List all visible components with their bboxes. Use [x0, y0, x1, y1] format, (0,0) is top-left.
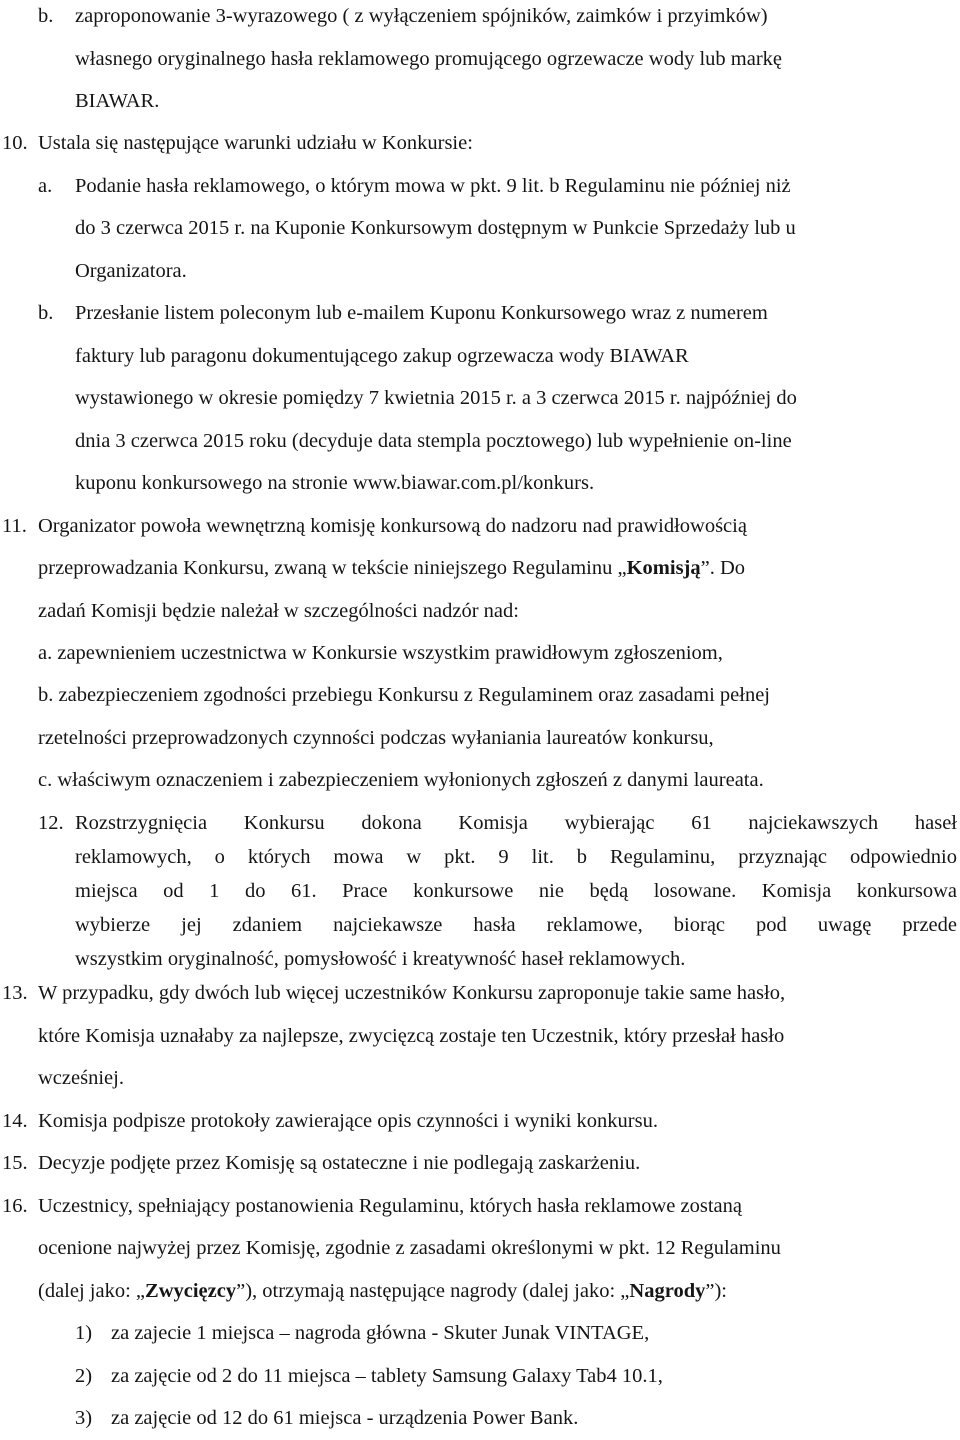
s9b-line-1: zaproponowanie 3-wyrazowego ( z wyłączeniem spójników, zaimków i przyimków)	[75, 5, 768, 27]
section-14-number: 14.	[2, 1110, 28, 1132]
s16-line-3-a: (dalej jako: „	[38, 1280, 146, 1302]
s11-line-3: zadań Komisji będzie należał w szczególności nadzór nad:	[38, 600, 519, 622]
section-10-title: Ustala się następujące warunki udziału w Konkursie:	[38, 132, 473, 154]
s11-item-a: a. zapewnieniem uczestnictwa w Konkursie wszystkim prawidłowym zgłoszeniom,	[38, 642, 723, 664]
s14-text: Komisja podpisze protokoły zawierające opis czynności i wyniki konkursu.	[38, 1110, 658, 1132]
s12-line-2: reklamowych, o których mowa w pkt. 9 lit. b Regulaminu, przyznając odpowiednio	[75, 846, 957, 868]
s11-line-2	[38, 556, 745, 580]
section-11-number: 11.	[2, 515, 27, 537]
term-komisja: Komisją	[626, 557, 701, 579]
section-12-number: 12.	[38, 812, 64, 834]
prize-1-text: za zajecie 1 miejsca – nagroda główna - Skuter Junak VINTAGE,	[111, 1322, 650, 1344]
s11-item-c: c. właściwym oznaczeniem i zabezpieczeniem wyłonionych zgłoszeń z danymi laureata.	[38, 769, 764, 791]
s10a-line-3: Organizatora.	[75, 260, 187, 282]
s16-line-1: Uczestnicy, spełniający postanowienia Regulaminu, których hasła reklamowe zostaną	[38, 1195, 742, 1217]
s12-line-1: Rozstrzygnięcia Konkursu dokona Komisja wybierając 61 najciekawszych haseł	[75, 812, 957, 834]
s13-line-3: wcześniej.	[38, 1067, 124, 1089]
prize-3-number: 3)	[75, 1407, 93, 1429]
s9b-line-2: własnego oryginalnego hasła reklamowego promującego ogrzewacze wody lub markę	[75, 48, 782, 70]
s10b-line-3: wystawionego w okresie pomiędzy 7 kwietnia 2015 r. a 3 czerwca 2015 r. najpóźniej do	[75, 387, 797, 409]
s11-item-b: b. zabezpieczeniem zgodności przebiegu Konkursu z Regulaminem oraz zasadami pełnej	[38, 684, 771, 706]
section-16-number: 16.	[2, 1195, 28, 1217]
s13-line-2: które Komisja uznałaby za najlepsze, zwycięzcą zostaje ten Uczestnik, który przesłał hasło	[38, 1025, 785, 1047]
item-label-10b: b.	[38, 302, 54, 324]
s15-text: Decyzje podjęte przez Komisję są ostateczne i nie podlegają zaskarżeniu.	[38, 1152, 641, 1174]
s12-line-4: wybierze jej zdaniem najciekawsze hasła reklamowe, biorąc pod uwagę przede	[75, 914, 957, 936]
section-13-number: 13.	[2, 982, 28, 1004]
prize-2-number: 2)	[75, 1365, 93, 1387]
s10b-line-4: dnia 3 czerwca 2015 roku (decyduje data stempla pocztowego) lub wypełnienie on-line	[75, 430, 792, 452]
s10b-line-2: faktury lub paragonu dokumentującego zakup ogrzewacza wody BIAWAR	[75, 345, 689, 367]
term-zwyciezcy: Zwycięzcy	[145, 1280, 237, 1302]
term-nagrody: Nagrody	[629, 1280, 706, 1302]
s12-line-3: miejsca od 1 do 61. Prace konkursowe nie będą losowane. Komisja konkursowa	[75, 880, 957, 902]
s9b-line-3: BIAWAR.	[75, 90, 160, 112]
s16-line-3-e: ”):	[705, 1280, 727, 1302]
s11-item-b-cont: rzetelności przeprowadzonych czynności podczas wyłaniania laureatów konkursu,	[38, 727, 714, 749]
s13-line-1: W przypadku, gdy dwóch lub więcej uczestników Konkursu zaproponuje takie same hasło,	[38, 982, 786, 1004]
s11-line-2-end: ”. Do	[700, 557, 746, 579]
s11-line-1: Organizator powoła wewnętrzną komisję konkursową do nadzoru nad prawidłowością	[38, 515, 747, 537]
s16-line-3	[38, 1279, 727, 1303]
prize-1-number: 1)	[75, 1322, 93, 1344]
prize-3-text: za zajęcie od 12 do 61 miejsca - urządzenia Power Bank.	[111, 1407, 579, 1429]
s10a-line-2: do 3 czerwca 2015 r. na Kuponie Konkursowym dostępnym w Punkcie Sprzedaży lub u	[75, 217, 796, 239]
section-10-number: 10.	[2, 132, 28, 154]
s10a-line-1: Podanie hasła reklamowego, o którym mowa w pkt. 9 lit. b Regulaminu nie później niż	[75, 175, 791, 197]
s11-line-2-text: przeprowadzania Konkursu, zwaną w tekście niniejszego Regulaminu „	[38, 557, 627, 579]
item-label-10a: a.	[38, 175, 53, 197]
item-label-9b: b.	[38, 5, 54, 27]
s16-line-3-c: ”), otrzymają następujące nagrody (dalej jako: „	[236, 1280, 630, 1302]
s16-line-2: ocenione najwyżej przez Komisję, zgodnie z zasadami określonymi w pkt. 12 Regulaminu	[38, 1237, 781, 1259]
s10b-line-5: kuponu konkursowego na stronie www.biawar.com.pl/konkurs.	[75, 472, 595, 494]
section-15-number: 15.	[2, 1152, 28, 1174]
s12-line-5: wszystkim oryginalność, pomysłowość i kreatywność haseł reklamowych.	[75, 948, 686, 970]
prize-2-text: za zajęcie od 2 do 11 miejsca – tablety Samsung Galaxy Tab4 10.1,	[111, 1365, 663, 1387]
s10b-line-1: Przesłanie listem poleconym lub e-mailem Kuponu Konkursowego wraz z numerem	[75, 302, 768, 324]
